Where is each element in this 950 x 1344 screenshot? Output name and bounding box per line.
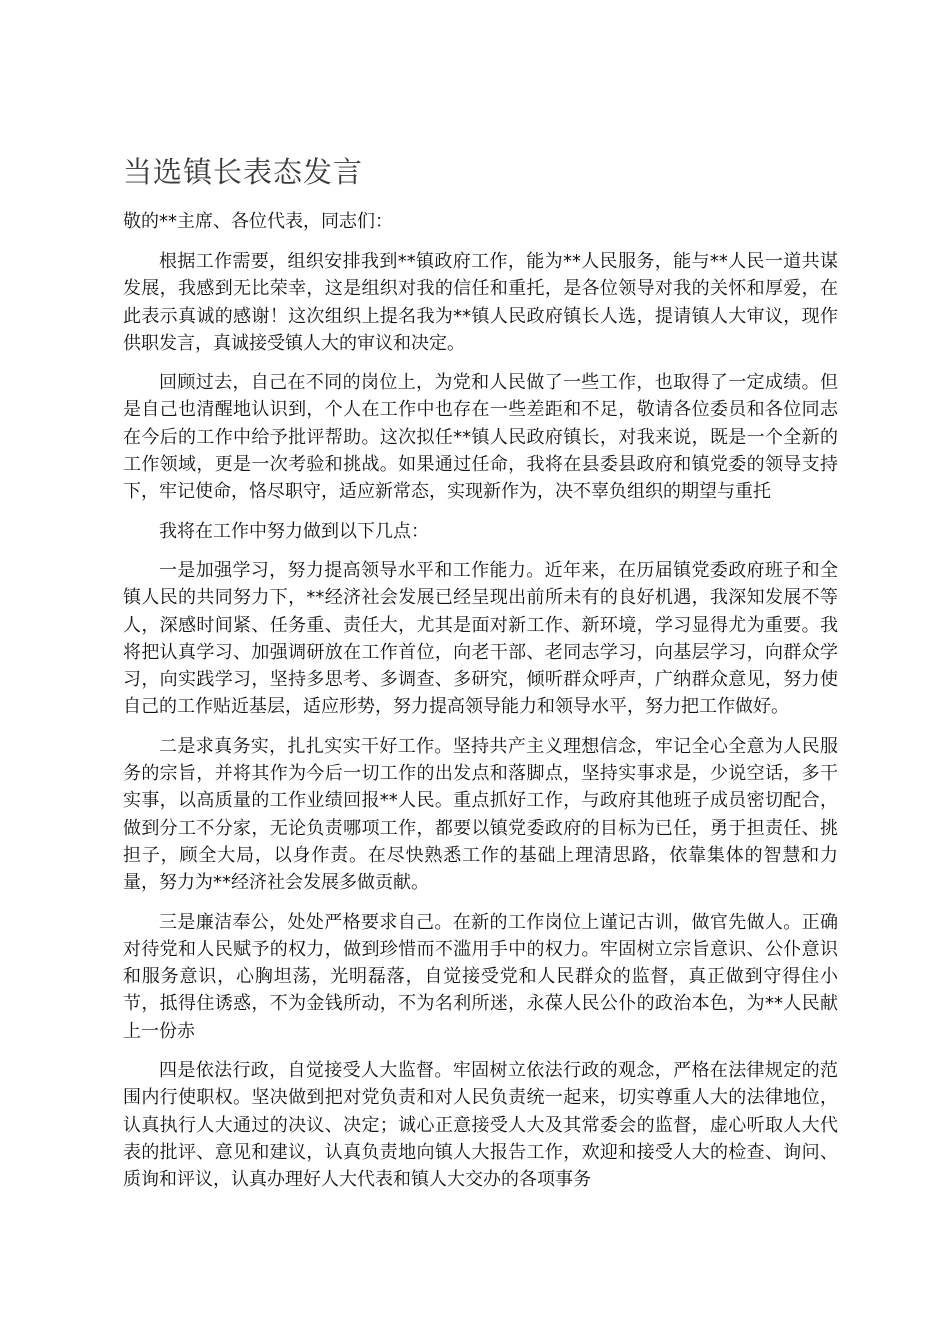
greeting: 敬的**主席、各位代表，同志们： <box>123 211 393 232</box>
paragraph-commitment-intro: 我将在工作中努力做到以下几点： <box>159 520 429 542</box>
paragraph-point-law: 四是依法行政，自觉接受人大监督。牢固树立依法行政的观念，严格在法律规定的范围内行使职权。坚决做到把对党负责和对人民负责统一起来，切实尊重人大的法律地位，认真执行人大通过的决议、决定；诚心正意接受人大及其常委会的监督，虚心听取人大代表的批评、意见和建议，认真负责地向镇人大报告工作，欢迎和接受人大的检查、询问、质询和评议，认真办理好人大代表和镇人大交办的各项事务 <box>123 1060 838 1191</box>
paragraph-point-integrity: 三是廉洁奉公，处处严格要求自己。在新的工作岗位上谨记古训，做官先做人。正确对待党和人民赋予的权力，做到珍惜而不滥用手中的权力。牢固树立宗旨意识、公仆意识和服务意识，心胸坦荡，光明磊落，自觉接受党和人民群众的监督，真正做到守得住小节，抵得住诱惑，不为金钱所动，不为名利所迷，永葆人民公仆的政治本色，为**人民献上一份赤 <box>123 911 838 1042</box>
paragraph-point-study: 一是加强学习，努力提高领导水平和工作能力。近年来，在历届镇党委政府班子和全镇人民的共同努力下，**经济社会发展已经呈现出前所未有的良好机遇，我深知发展不等人，深感时间紧、任务重、责任大，尤其是面对新工作、新环境，学习显得尤为重要。我将把认真学习、加强调研放在工作首位，向老干部、老同志学习，向基层学习，向群众学习，向实践学习，坚持多思考、多调查、多研究，倾听群众呼声，广纳群众意见，努力使自己的工作贴近基层，适应形势，努力提高领导能力和领导水平，努力把工作做好。 <box>123 559 838 718</box>
paragraph-point-practical: 二是求真务实，扎扎实实干好工作。坚持共产主义理想信念，牢记全心全意为人民服务的宗旨，并将其作为今后一切工作的出发点和落脚点，坚持实事求是，少说空话，多干实事，以高质量的工作业绩回报**人民。重点抓好工作，与政府其他班子成员密切配合，做到分工不分家，无论负责哪项工作，都要以镇党委政府的目标为已任，勇于担责任、挑担子，顾全大局，以身作责。在尽快熟悉工作的基础上理清思路，依靠集体的智慧和力量，努力为**经济社会发展多做贡献。 <box>123 735 838 894</box>
document-title: 当选镇长表态发言 <box>123 155 364 189</box>
paragraph-review: 回顾过去，自己在不同的岗位上，为党和人民做了一些工作，也取得了一定成绩。但是自己也清醒地认识到，个人在工作中也存在一些差距和不足，敬请各位委员和各位同志在今后的工作中给予批评帮助。这次拟任**镇人民政府镇长，对我来说，既是一个全新的工作领域，更是一次考验和挑战。如果通过任命，我将在县委县政府和镇党委的领导支持下，牢记使命，恪尽职守，适应新常态，实现新作为，决不辜负组织的期望与重托 <box>123 372 838 503</box>
paragraph-intro: 根据工作需要，组织安排我到**镇政府工作，能为**人民服务，能与**人民一道共谋发展，我感到无比荣幸，这是组织对我的信任和重托，是各位领导对我的关怀和厚爱，在此表示真诚的感谢！这次组织上提名我为**镇人民政府镇长人选，提请镇人大审议，现作供职发言，真诚接受镇人大的审议和决定。 <box>123 251 838 354</box>
document-body <box>123 208 838 1206</box>
